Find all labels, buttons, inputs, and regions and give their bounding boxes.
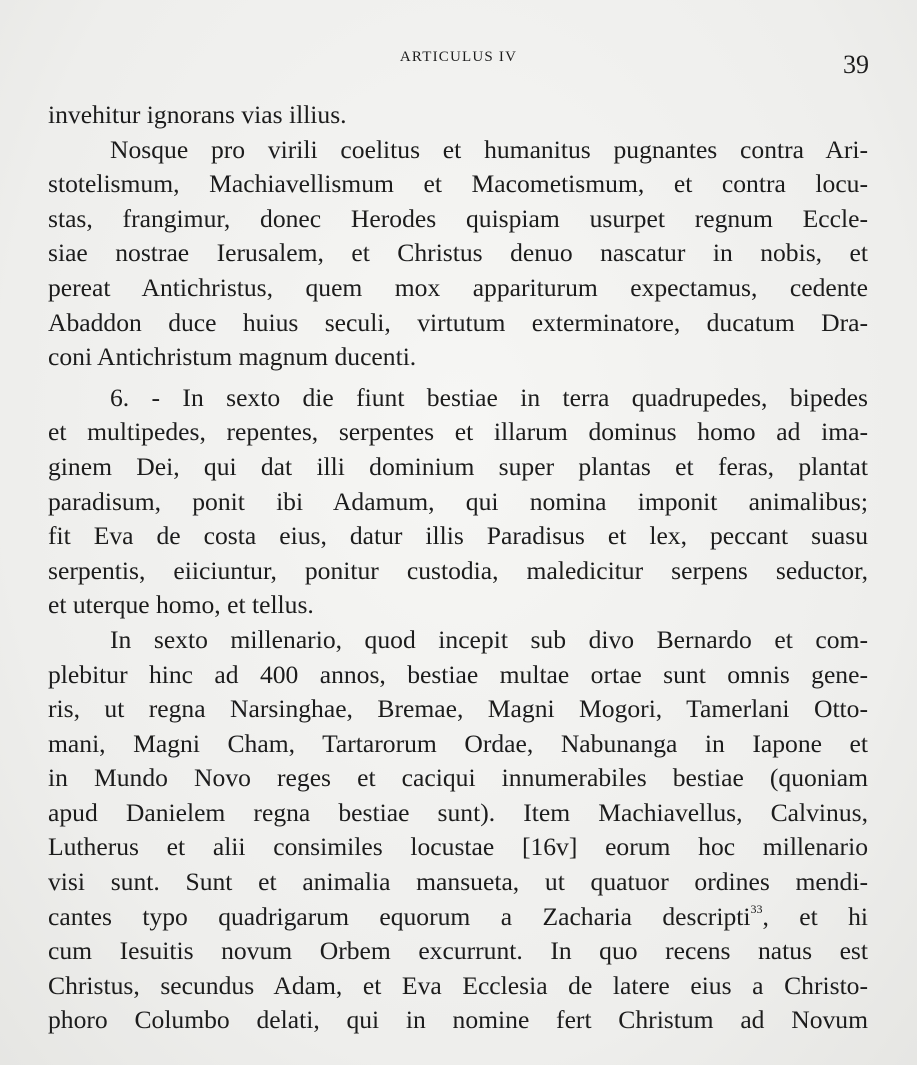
text-line: pereat Antichristus, quem mox appariturum expectamus, cedente bbox=[48, 272, 868, 302]
text-line: siae nostrae Ierusalem, et Christus denuo nascatur in nobis, et bbox=[48, 238, 868, 268]
text-line: mani, Magni Cham, Tartarorum Ordae, Nabunanga in Iapone et bbox=[48, 728, 868, 758]
paragraph bbox=[48, 381, 868, 623]
running-head bbox=[0, 49, 917, 79]
text-line: stotelismum, Machiavellismum et Macometismum, et contra locu- bbox=[48, 169, 868, 199]
text-line: serpentis, eiiciuntur, ponitur custodia, maledicitur serpens seductor, bbox=[48, 555, 868, 585]
footnote-reference[interactable]: 33 bbox=[750, 901, 763, 916]
text-line: invehitur ignorans vias illius. bbox=[48, 100, 347, 129]
text-line: ris, ut regna Narsinghae, Bremae, Magni Mogori, Tamerlani Otto- bbox=[48, 694, 868, 724]
paragraph bbox=[48, 623, 868, 1038]
text-line: coni Antichristum magnum ducenti. bbox=[48, 342, 417, 372]
text-line: plebitur hinc ad 400 annos, bestiae multae ortae sunt omnis gene- bbox=[48, 659, 868, 689]
text-line: Lutherus et alii consimiles locustae [16v] eorum hoc millenario bbox=[48, 832, 868, 862]
text-line: fit Eva de costa eius, datur illis Paradisus et lex, peccant suasu bbox=[48, 521, 868, 551]
page-number: 39 bbox=[843, 50, 869, 79]
text-segment: , et hi bbox=[762, 901, 869, 931]
text-line: paradisum, ponit ibi Adamum, qui nomina imponit animalibus; bbox=[48, 486, 868, 516]
text-line: visi sunt. Sunt et animalia mansueta, ut quatuor ordines mendi- bbox=[48, 867, 868, 897]
text-line: apud Danielem regna bestiae sunt). Item Machiavellus, Calvinus, bbox=[48, 797, 868, 827]
text-line: 6. - In sexto die fiunt bestiae in terra quadrupedes, bipedes bbox=[110, 382, 868, 412]
body-text bbox=[48, 98, 868, 1038]
text-line: stas, frangimur, donec Herodes quispiam usurpet regnum Eccle- bbox=[48, 203, 868, 233]
text-segment: cantes typo quadrigarum equorum a Zacharia descripti bbox=[48, 901, 751, 931]
paragraph bbox=[48, 98, 868, 133]
text-line: ginem Dei, qui dat illi dominium super plantas et feras, plantat bbox=[48, 451, 868, 481]
text-line: Christus, secundus Adam, et Eva Ecclesia de latere eius a Christo- bbox=[48, 970, 868, 1000]
text-line: Nosque pro virili coelitus et humanitus pugnantes contra Ari- bbox=[110, 134, 868, 164]
text-line: et multipedes, repentes, serpentes et illarum dominus homo ad ima- bbox=[48, 417, 868, 447]
text-line: cum Iesuitis novum Orbem excurrunt. In quo recens natus est bbox=[48, 936, 868, 966]
text-line: Abaddon duce huius seculi, virtutum exterminatore, ducatum Dra- bbox=[48, 307, 868, 337]
text-line-with-footnote bbox=[48, 900, 868, 935]
running-title: ARTICULUS IV bbox=[399, 49, 518, 65]
text-line: et uterque homo, et tellus. bbox=[48, 590, 314, 620]
paragraph bbox=[48, 133, 868, 375]
text-line: in Mundo Novo reges et caciqui innumerabiles bestiae (quoniam bbox=[48, 763, 868, 793]
text-line: phoro Columbo delati, qui in nomine fert Christum ad Novum bbox=[48, 1005, 868, 1035]
text-line: In sexto millenario, quod incepit sub divo Bernardo et com- bbox=[110, 624, 868, 654]
